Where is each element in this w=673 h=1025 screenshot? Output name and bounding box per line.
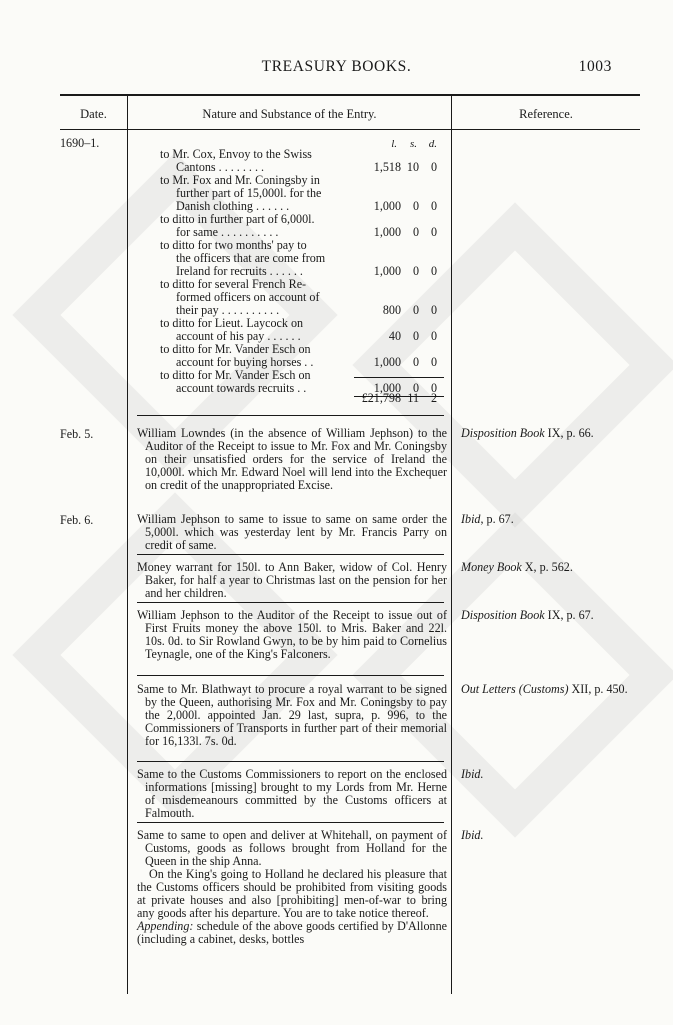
reference-book: Out Letters (Customs): [461, 682, 569, 696]
reference-book: Ibid: [461, 512, 481, 526]
amount-pounds: 1,000: [373, 225, 401, 239]
amount-shillings: 0: [412, 303, 419, 317]
entry-text: [137, 768, 447, 820]
amount-pounds: 1,000: [373, 264, 401, 278]
running-title: TREASURY BOOKS.: [261, 58, 412, 75]
entry-paragraph: William Jephson to same to issue to same on same order the 5,000l. which was yesterday lent by Mr. Francis Parry on credit of same.: [137, 512, 447, 552]
appending-text: schedule of the above goods certified by D'Allonne (including a cabinet, desks, bottles: [137, 919, 447, 946]
table-top-rule: [60, 94, 640, 96]
amount-pounds: 40: [388, 329, 401, 343]
amount-pence: 0: [430, 355, 437, 369]
entry-date: Feb. 5.: [60, 427, 94, 441]
total-shillings: 11: [407, 391, 419, 405]
payment-line: to ditto for several French Re-: [160, 277, 307, 291]
column-header-nature: Nature and Substance of the Entry.: [202, 107, 377, 121]
sum-rule: [354, 377, 444, 378]
reference-book: Disposition Book: [461, 608, 545, 622]
amount-row: [352, 161, 444, 174]
entry-divider: [137, 554, 444, 555]
amount-shillings: 0: [412, 199, 419, 213]
column-divider-right: [451, 94, 452, 994]
amount-row: [352, 200, 444, 213]
amount-shillings: 0: [412, 329, 419, 343]
reference-page: XII, p. 450.: [568, 682, 628, 696]
amount-shillings: 0: [412, 381, 419, 395]
amount-row: [352, 226, 444, 239]
payment-line: for same . . . . . . . . . .: [176, 225, 279, 239]
column-header-reference: Reference.: [519, 107, 573, 121]
amount-pence: 0: [430, 264, 437, 278]
reference-book: Ibid.: [461, 828, 484, 842]
amount-pence: 0: [430, 199, 437, 213]
payment-line: account of his pay . . . . . .: [176, 329, 301, 343]
amount-row: [352, 356, 444, 369]
amount-pence: 0: [430, 225, 437, 239]
amount-pence: 0: [430, 303, 437, 317]
payment-line: to ditto for Mr. Vander Esch on: [160, 342, 311, 356]
entry-reference: [461, 561, 641, 574]
entry-reference: [461, 683, 641, 696]
amount-row: [352, 265, 444, 278]
entry-reference: [461, 609, 641, 622]
payment-line: to Mr. Fox and Mr. Coningsby in: [160, 173, 320, 187]
payment-line: to ditto for Mr. Vander Esch on: [160, 368, 311, 382]
payment-line: to ditto in further part of 6,000l.: [160, 212, 315, 226]
entry-paragraph: William Lowndes (in the absence of William Jephson) to the Auditor of the Receipt to issue to Mr. Fox and Mr. Coningsby on their unsatisfied orders for the service of Ireland the 10,000l. which Mr. Edward Noel will lend into the Exchequer on credit of the unappropriated Excise.: [137, 426, 447, 492]
payment-line: to Mr. Cox, Envoy to the Swiss: [160, 147, 312, 161]
lsd-pence-label: d.: [428, 138, 437, 150]
table-head-rule: [60, 129, 640, 130]
payment-line: Ireland for recruits . . . . . .: [176, 264, 303, 278]
entry-paragraph: Same to same to open and deliver at Whitehall, on payment of Customs, goods as follows brought from Holland for the Queen in the ship Anna.: [137, 828, 447, 868]
reference-book: Money Book: [461, 560, 522, 574]
entry-paragraph: Same to the Customs Commissioners to report on the enclosed informations [missing] brought to my Lords from Mr. Herne of misdemeanours committed by the Customs officers at Falmouth.: [137, 767, 447, 820]
entry-reference: [461, 427, 641, 440]
amount-pence: 0: [430, 160, 437, 174]
entry-text: [137, 513, 447, 552]
amount-row: [352, 304, 444, 317]
amount-pounds: 1,000: [373, 381, 401, 395]
reference-page: X, p. 562.: [521, 560, 573, 574]
entry-text: [137, 683, 447, 748]
payment-line: Cantons . . . . . . . .: [176, 160, 265, 174]
entry-text: [137, 427, 447, 492]
amount-shillings: 0: [412, 264, 419, 278]
entry-date: 1690–1.: [60, 136, 100, 150]
amount-pounds: 800: [382, 303, 401, 317]
payment-line: to ditto for two months' pay to: [160, 238, 307, 252]
entry-text: [137, 561, 447, 600]
amount-shillings: 0: [412, 225, 419, 239]
total-row: [352, 392, 444, 405]
payment-line: formed officers on account of: [176, 290, 320, 304]
entry-paragraph: On the King's going to Holland he declared his pleasure that the Customs officers should be prohibited from visiting goods at private houses and also [prohibiting] men-of-war to bring any goods after his departure. You are to take notice thereof.: [137, 867, 447, 920]
entry-text: [137, 609, 447, 661]
entry-reference: [461, 513, 641, 526]
entry-divider: [137, 602, 444, 603]
amount-pence: 0: [430, 381, 437, 395]
payment-line: the officers that are come from: [176, 251, 326, 265]
reference-page: , p. 67.: [480, 512, 514, 526]
amount-pence: 0: [430, 329, 437, 343]
amount-shillings: 10: [406, 160, 419, 174]
total-pence: 2: [430, 391, 437, 405]
page-number: 1003: [578, 58, 612, 75]
amount-pounds: 1,000: [373, 199, 401, 213]
column-header-date: Date.: [80, 107, 107, 121]
reference-book: Ibid.: [461, 767, 484, 781]
amount-pounds: 1,000: [373, 355, 401, 369]
payment-line: account for buying horses . .: [176, 355, 314, 369]
entry-text: [137, 829, 447, 946]
reference-page: IX, p. 66.: [544, 426, 594, 440]
total-pounds: £21,798: [361, 391, 401, 405]
payment-line: further part of 15,000l. for the: [176, 186, 322, 200]
entry-divider: [137, 822, 444, 823]
amount-row: [352, 330, 444, 343]
column-divider-left: [127, 94, 128, 994]
payment-line: to ditto for Lieut. Laycock on: [160, 316, 304, 330]
payment-line: their pay . . . . . . . . . .: [176, 303, 280, 317]
entry-paragraph: [137, 920, 447, 946]
payment-line: account towards recruits . .: [176, 381, 307, 395]
amount-pounds: 1,518: [373, 160, 401, 174]
entry-paragraph: Money warrant for 150l. to Ann Baker, widow of Col. Henry Baker, for half a year to Christmas last on the pension for her and her children.: [137, 560, 447, 600]
entry-paragraph: Same to Mr. Blathwayt to procure a royal warrant to be signed by the Queen, authorising Mr. Fox and Mr. Coningsby to pay the 2,000l. appointed Jan. 29 last, supra, p. 996, to the Commissioners of Transports in further part of their memorial for 16,133l. 7s. 0d.: [137, 682, 447, 748]
entry-divider: [137, 415, 444, 416]
appending-label: Appending:: [137, 919, 194, 933]
lsd-shillings-label: s.: [409, 138, 417, 150]
entry-divider: [137, 675, 444, 676]
lsd-heading: [352, 138, 444, 150]
lsd-pounds-label: l.: [391, 138, 397, 150]
entry-reference: [461, 829, 641, 842]
amount-shillings: 0: [412, 355, 419, 369]
reference-book: Disposition Book: [461, 426, 545, 440]
entry-date: Feb. 6.: [60, 513, 94, 527]
entry-reference: [461, 768, 641, 781]
entry-divider: [137, 761, 444, 762]
entry-paragraph: William Jephson to the Auditor of the Receipt to issue out of First Fruits money the above 150l. to Mris. Baker and 22l. 10s. 0d. to Sir Rowland Gwyn, to be by him paid to Cornelius Teynagle, one of the King's Falconers.: [137, 608, 447, 661]
payment-line: Danish clothing . . . . . .: [176, 199, 290, 213]
reference-page: IX, p. 67.: [544, 608, 594, 622]
